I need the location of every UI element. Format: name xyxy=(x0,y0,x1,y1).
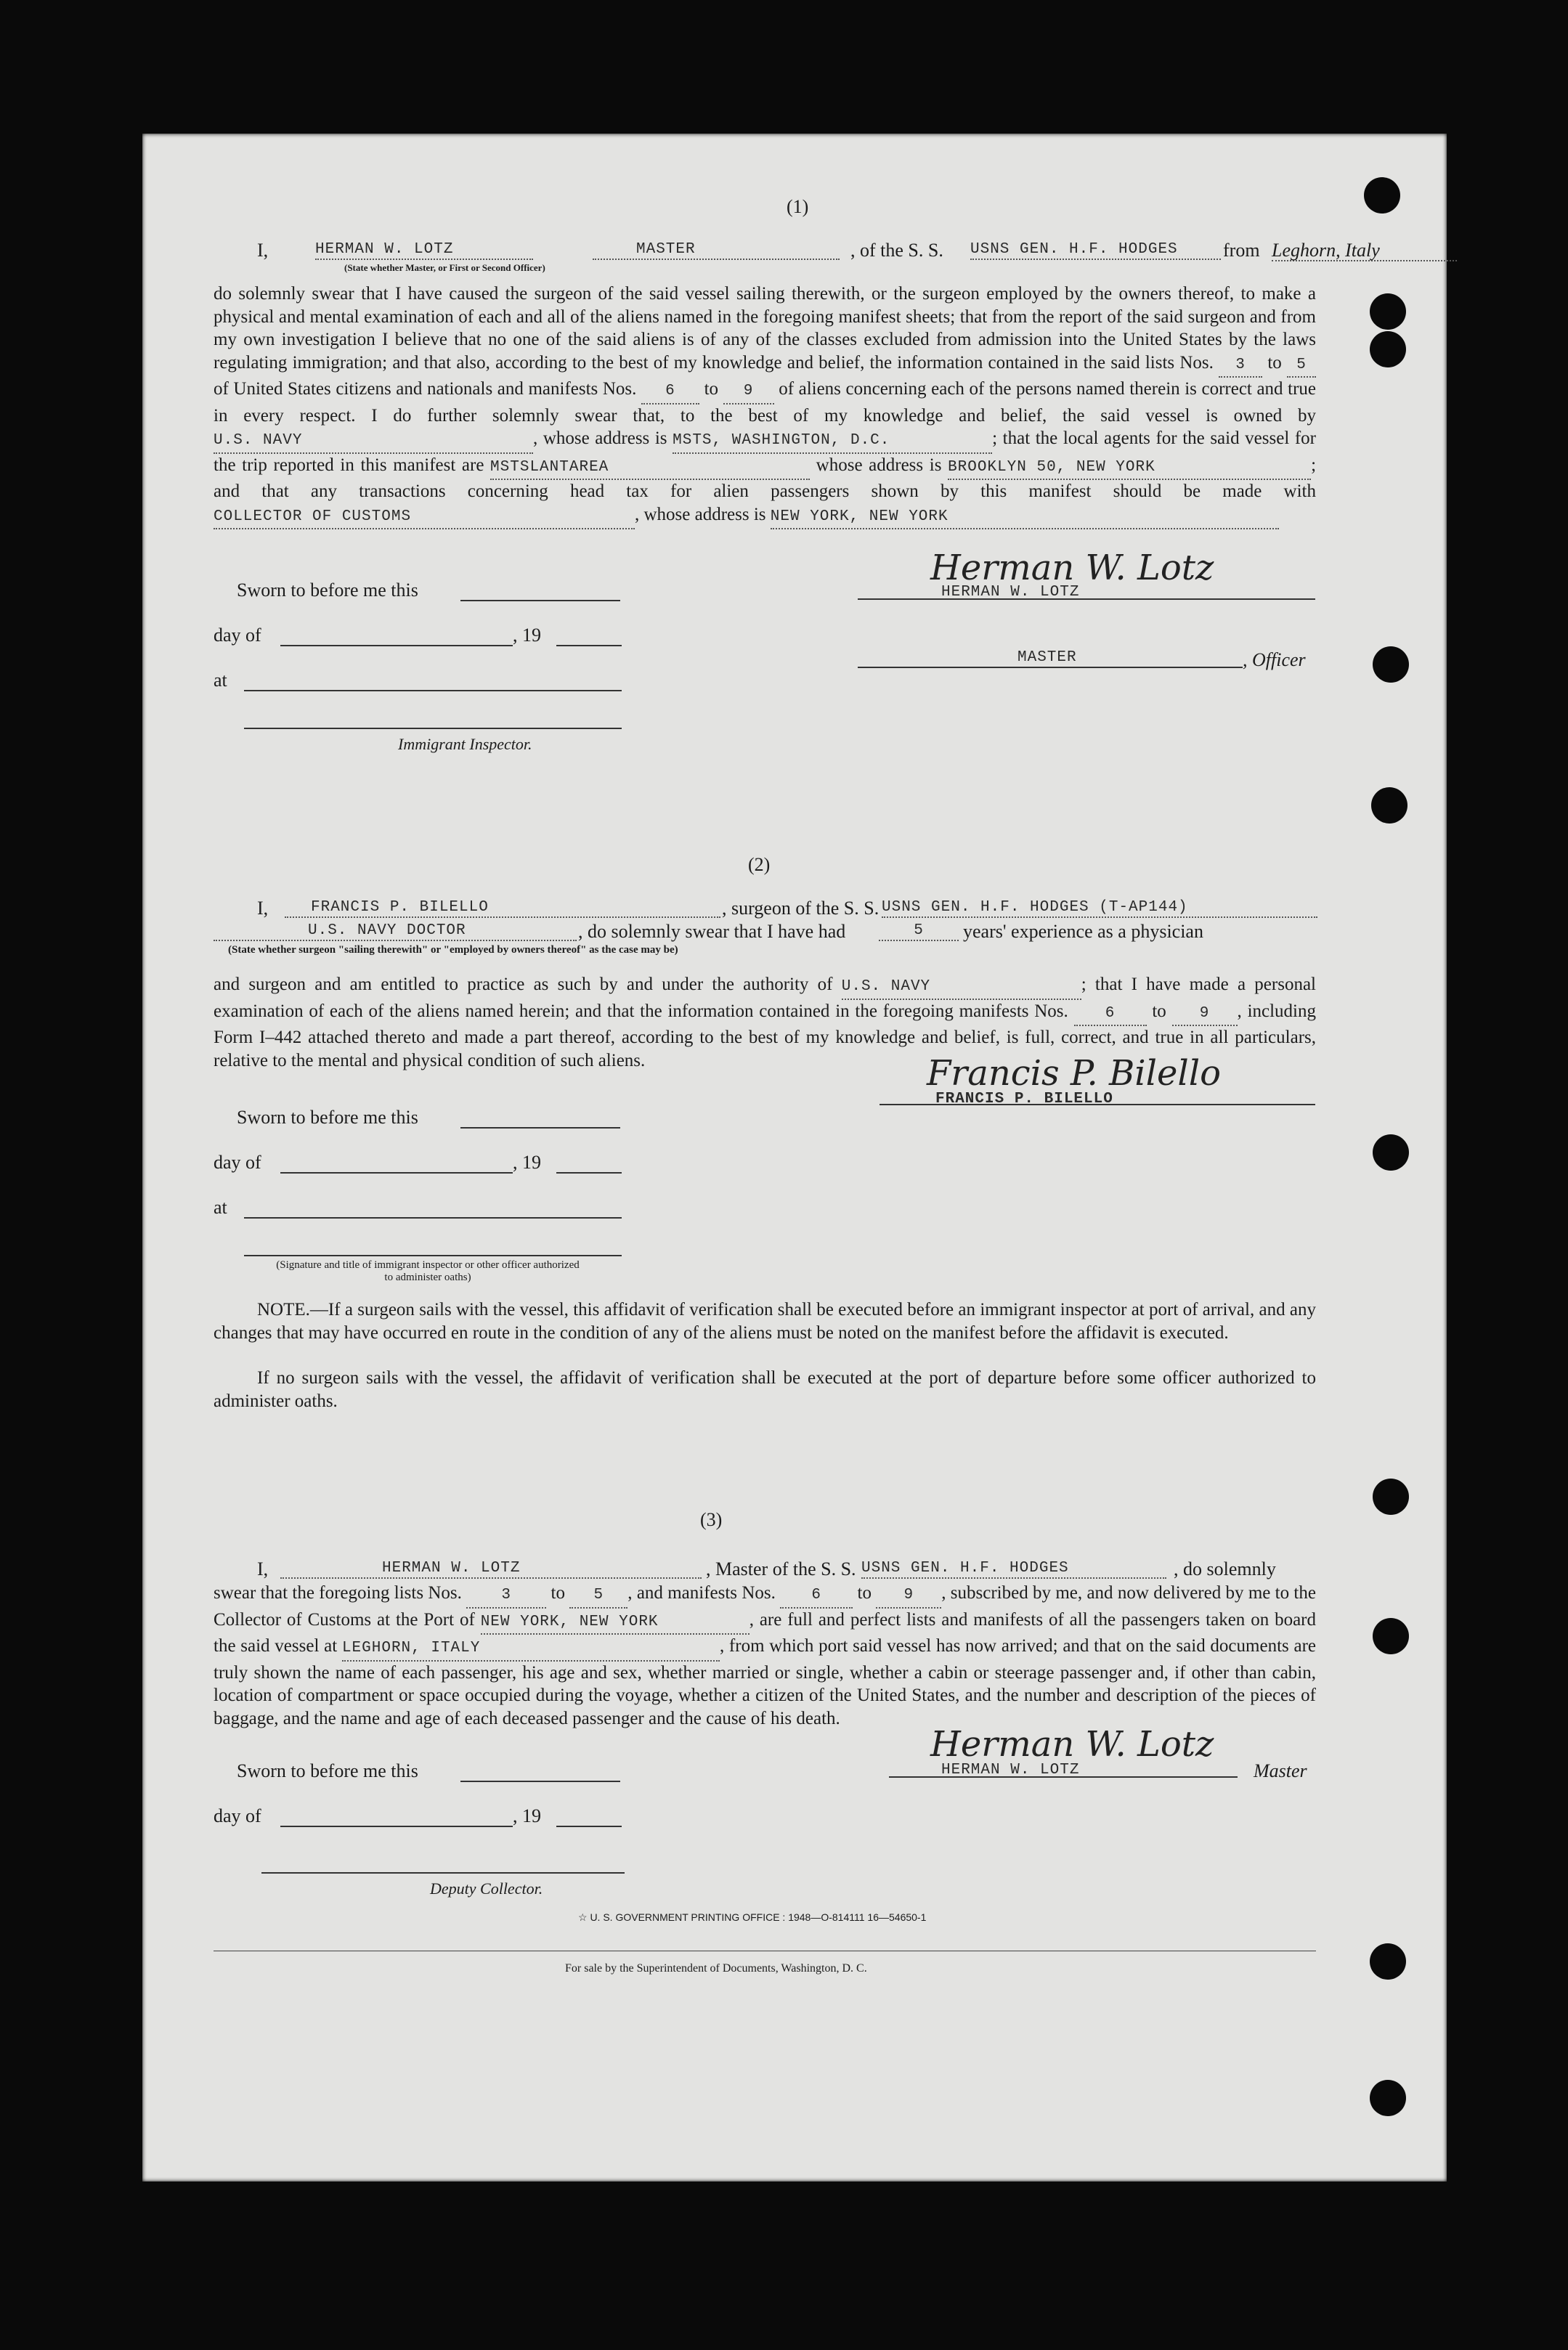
affidavit3-paragraph: swear that the foregoing lists Nos. 3 to 5 , and manifests Nos. 6 to 9 , subscribed by me, and now delivered by me to the Collector of Customs at the Port of NEW YORK, NEW YORK , are full and perfect lists and manifests of all the passengers taken on board the said vessel at LEGHORN, ITALY , from which port said vessel has now arrived; and that on the said documents are truly shown the name of each passenger, his age and sex, whether married or single, whether a cabin or steerage passenger and, if other than cabin, location of compartment or space occupied during the voyage, whether a citizen of the United States, and the number and description of the pieces of baggage, and the name and age of each deceased passenger and the cause of his death. xyxy=(214,1583,1317,1728)
manifests-from-1: 6 xyxy=(641,380,699,404)
punch-hole xyxy=(1373,1134,1409,1171)
from-label: from xyxy=(1223,240,1260,261)
section-number-3: (3) xyxy=(700,1509,723,1530)
at-label-2: at xyxy=(214,1197,227,1218)
pronoun-i-3: I, xyxy=(257,1558,269,1579)
years-experience: 5 xyxy=(914,922,924,939)
port-from-1: Leghorn, Italy xyxy=(1272,240,1380,261)
affidavit2-paragraph: and surgeon and am entitled to practice as such by and under the authority of U.S. NAVY ; that I have made a personal examination of each of the aliens named herein; and that the information contained in the foregoing manifests Nos. 6 to 9 , including Form I–442 attached thereto and made a part thereof, according to the best of my knowledge and belief, is full, correct, and true in all particulars, relative to the mental and physical condition of such aliens. xyxy=(214,975,1317,1070)
punch-hole xyxy=(1370,1943,1406,1980)
of-the-ss-label: , of the S. S. xyxy=(850,240,943,261)
officer-label: , Officer xyxy=(1243,649,1306,670)
printing-office-line: ☆ U. S. GOVERNMENT PRINTING OFFICE : 1948—O-814111 16—54650-1 xyxy=(578,1911,927,1923)
year-label-3: , 19 xyxy=(513,1805,541,1826)
lists-from-3: 3 xyxy=(466,1584,546,1609)
surgeon-signature: Francis P. Bilello xyxy=(927,1053,1221,1094)
master-signature-1: Herman W. Lotz xyxy=(930,548,1214,588)
surgeon-name: FRANCIS P. BILELLO xyxy=(311,899,489,916)
swear-years-text-b: years' experience as a physician xyxy=(963,921,1203,942)
manifests-from-3: 6 xyxy=(780,1584,853,1609)
head-tax-party: COLLECTOR OF CUSTOMS xyxy=(214,505,635,530)
no-surgeon-note: If no surgeon sails with the vessel, the affidavit of verification shall be executed at the port of departure before some officer authorized to administer oaths. xyxy=(214,1368,1316,1411)
master-rank: MASTER xyxy=(636,241,696,258)
surgeon-role: U.S. NAVY DOCTOR xyxy=(308,922,466,939)
manifests-to-3: 9 xyxy=(876,1584,941,1609)
agents-address: BROOKLYN 50, NEW YORK xyxy=(948,456,1311,481)
document-page xyxy=(142,134,1447,2182)
inspector-signature-caption: (Signature and title of immigrant inspector or other officer authorized to administer oaths) xyxy=(276,1259,580,1283)
do-solemnly-label: , do solemnly xyxy=(1174,1558,1276,1579)
manifests-to-2: 9 xyxy=(1172,1002,1238,1027)
affidavit1-paragraph: do solemnly swear that I have caused the surgeon of the said vessel sailing therewith, or the surgeon employed by the owners thereof, to make a physical and mental examination of each and all of the aliens named in the foregoing manifest sheets; that from the report of the said surgeon and from my own investigation I believe that no one of the said aliens is of any of the classes excluded from admission into the United States by the laws regulating immigration; and that also, according to the best of my knowledge and belief, the information contained in the said lists Nos. 3 to 5 of United States citizens and nationals and manifests Nos. 6 to 9 of aliens concerning each of the persons named therein is correct and true in every respect. I do further solemnly swear that, to the best of my knowledge and belief, the said vessel is owned by U.S. NAVY , whose address is MSTS, WASHINGTON, D.C. ; that the local agents for the said vessel for the trip reported in this manifest are MSTSLANTAREA whose address is BROOKLYN 50, NEW YORK ; and that any transactions concerning head tax for alien passengers shown by this manifest should be made with COLLECTOR OF CUSTOMS , whose address is NEW YORK, NEW YORK xyxy=(214,282,1316,529)
vessel-owner: U.S. NAVY xyxy=(214,429,533,454)
owner-address: MSTS, WASHINGTON, D.C. xyxy=(673,429,992,454)
section-number-2: (2) xyxy=(748,854,771,875)
day-of-label-3: day of xyxy=(214,1805,261,1826)
day-of-label-2: day of xyxy=(214,1152,261,1173)
immigrant-inspector-label: Immigrant Inspector. xyxy=(398,735,532,753)
punch-hole xyxy=(1373,1479,1409,1515)
master-rank-sig-1: MASTER xyxy=(1017,649,1077,666)
surgeon-of-label: , surgeon of the S. S. xyxy=(722,898,880,919)
deputy-collector-label: Deputy Collector. xyxy=(430,1879,543,1898)
for-sale-line: For sale by the Superintendent of Documents, Washington, D. C. xyxy=(565,1962,867,1975)
year-label-1: , 19 xyxy=(513,625,541,646)
day-of-label-1: day of xyxy=(214,625,261,646)
punch-hole xyxy=(1373,1618,1409,1654)
vessel-name-3: USNS GEN. H.F. HODGES xyxy=(861,1560,1069,1577)
officer-caption: (State whether Master, or First or Second Officer) xyxy=(344,262,545,273)
master-label: Master xyxy=(1254,1760,1307,1781)
vessel-name-1: USNS GEN. H.F. HODGES xyxy=(970,241,1178,258)
punch-hole xyxy=(1373,646,1409,683)
punch-hole xyxy=(1371,787,1407,824)
master-printed-name-3: HERMAN W. LOTZ xyxy=(941,1762,1080,1778)
vessel-name-2: USNS GEN. H.F. HODGES (T-AP144) xyxy=(882,899,1188,916)
pronoun-i-2: I, xyxy=(257,898,269,919)
surgeon-printed-name: FRANCIS P. BILELLO xyxy=(935,1091,1113,1107)
master-name-3: HERMAN W. LOTZ xyxy=(382,1560,521,1577)
surgeon-note: NOTE.—If a surgeon sails with the vessel, this affidavit of verification shall be executed before an immigrant inspector at port of arrival, and any changes that may have occurred en route in the condition of any of the aliens must be noted on the manifest before the affidavit is executed. xyxy=(214,1300,1316,1343)
sworn-label-2: Sworn to before me this xyxy=(237,1107,418,1128)
master-of-label: , Master of the S. S. xyxy=(706,1558,856,1579)
head-tax-address: NEW YORK, NEW YORK xyxy=(771,505,1279,530)
lists-to-1: 5 xyxy=(1287,354,1316,378)
sworn-label-1: Sworn to before me this xyxy=(237,580,418,601)
punch-hole xyxy=(1370,2080,1406,2116)
manifests-from-2: 6 xyxy=(1074,1002,1147,1027)
pronoun-i: I, xyxy=(257,240,269,261)
sworn-label-3: Sworn to before me this xyxy=(237,1760,418,1781)
master-signature-3: Herman W. Lotz xyxy=(930,1724,1214,1765)
manifests-to-1: 9 xyxy=(723,380,774,404)
surgeon-authority: U.S. NAVY xyxy=(842,975,1081,1000)
port-of-departure: LEGHORN, ITALY xyxy=(342,1637,720,1662)
lists-from-1: 3 xyxy=(1219,354,1262,378)
year-label-2: , 19 xyxy=(513,1152,541,1173)
port-of-arrival: NEW YORK, NEW YORK xyxy=(481,1611,750,1635)
master-name: HERMAN W. LOTZ xyxy=(315,241,454,258)
local-agents: MSTSLANTAREA xyxy=(490,456,810,481)
punch-hole xyxy=(1370,293,1406,330)
master-printed-name-1: HERMAN W. LOTZ xyxy=(941,584,1080,601)
section-number-1: (1) xyxy=(787,196,809,217)
punch-hole xyxy=(1370,331,1406,367)
punch-hole xyxy=(1364,177,1400,214)
at-label-1: at xyxy=(214,670,227,691)
surgeon-caption: (State whether surgeon "sailing therewith" or "employed by owners thereof" as the case may be) xyxy=(228,944,678,956)
lists-to-3: 5 xyxy=(569,1584,627,1609)
swear-years-text-a: , do solemnly swear that I have had xyxy=(578,921,846,942)
